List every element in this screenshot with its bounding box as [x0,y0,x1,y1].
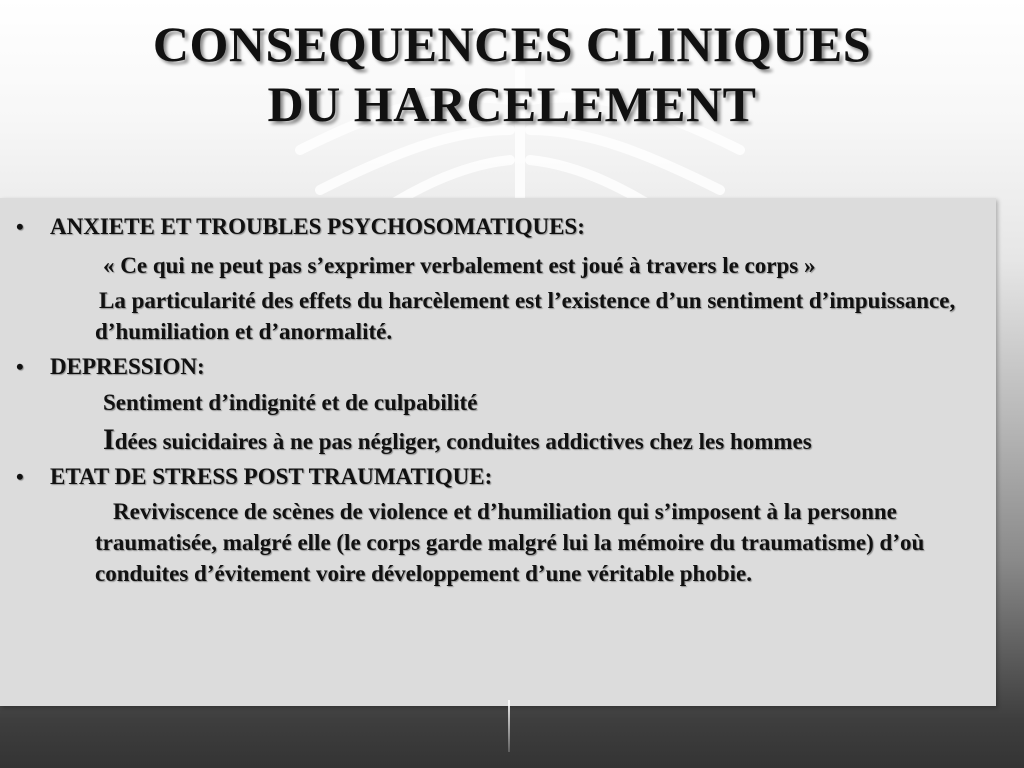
bullet-anxiete [16,212,1000,242]
content-list [0,208,1000,589]
title-line-1: CONSEQUENCES CLINIQUES [152,16,872,72]
bullet-stress [16,462,1000,492]
sub-item-text: dées suicidaires à ne pas négliger, conduites addictives chez les hommes [114,429,812,454]
sub-item: Sentiment d’indignité et de culpabilité [103,390,478,415]
sub-item: « Ce qui ne peut pas s’exprimer verbalement est joué à travers le corps » [103,253,816,278]
title-line-2: DU HARCELEMENT [267,76,757,132]
sub-item: Reviviscence de scènes de violence et d’humiliation qui s’imposent à la personne traumatisée, malgré elle (le corps garde malgré lui la mémoire du traumatisme) d’où conduites d’évitement voire développement d’une véritable phobie. [95,499,925,586]
bullet-heading: DEPRESSION: [50,354,205,379]
drop-initial: I [103,423,115,456]
bullet-dot: • [16,354,24,379]
sub-item [95,424,970,457]
bullet-dot: • [16,214,24,239]
bullet-heading: ETAT DE STRESS POST TRAUMATIQUE: [50,464,493,489]
background-line [508,700,510,752]
bullet-heading: ANXIETE ET TROUBLES PSYCHOSOMATIQUES: [50,214,585,239]
page-title [0,14,1024,134]
bullet-depression [16,352,1000,382]
sub-item: La particularité des effets du harcèlement est l’existence d’un sentiment d’impuissance, d’humiliation et d’anormalité. [95,288,956,344]
bullet-dot: • [16,464,24,489]
